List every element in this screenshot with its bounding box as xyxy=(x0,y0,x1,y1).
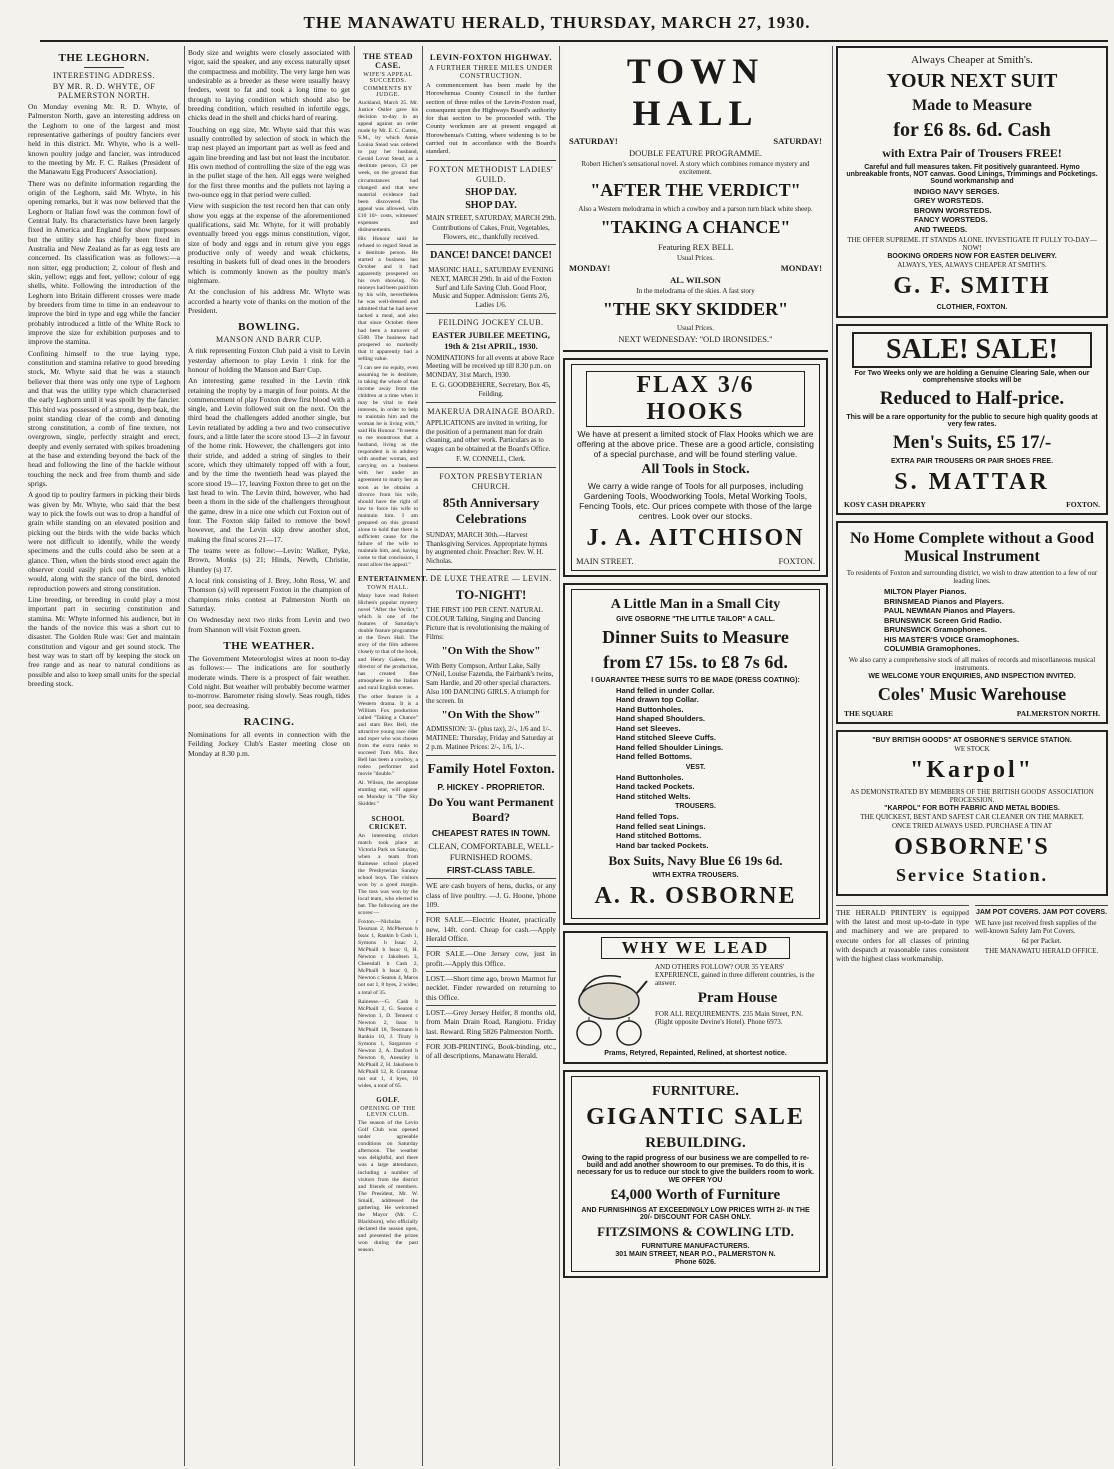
ad-text: FURNITURE MANUFACTURERS. xyxy=(641,1243,750,1251)
ad-day: MONDAY! xyxy=(569,263,611,273)
list-item: Hand drawn top Collar. xyxy=(616,695,699,705)
ad-text: Owing to the rapid progress of our business we are compelled to re-build and add another showroom to our premises. To do this, it is necessary for us to reduce our stock to give the builders room to work. xyxy=(577,1155,814,1177)
article-paragraph: On Monday evening Mr. R. D. Whyte, of Palmerston North, gave an interesting address on the Leghorn to one of the largest and most representative gatherings of poultry fanciers ever held in this district. Mr. Whyte, who is a well-known poultry judge and fancier, was introduced to the meeting by Mr. F. C. Raikes (President of the Manawatu Egg Producers' Association). xyxy=(28,102,180,177)
ad-text: BOOKING ORDERS NOW FOR EASTER DELIVERY. xyxy=(887,253,1057,261)
article-paragraph: Line breeding, or breeding in could play a most important part in securing constitution and stamina. Mr. Whyte informed his audience, but in the hands of the novice this was a short cut to disaster. The Golden Rule was: Get and maintain constitution and vigour and get sound stock. The best way was to start off by keeping the stock on free range and as near to natural conditions as possible and also to keep small units for the special breeding stock. xyxy=(28,595,180,689)
list-item: Hand felled seat Linings. xyxy=(616,821,706,831)
column-three xyxy=(358,46,429,1466)
article-paragraph: Foxton.—Nicholas r Tessman 2, McPherson b Issac 1, Rankin b Cash 1, Symons b Issac 2, McPhaill b Issac 0, H. Newton c Jakobsen 3, Cheesdall b Cash 2, McPhaill b Issac 0, D. Newton c Seaton 4, Maros not out 1, 8 byes, 2 wides; a total of 35. xyxy=(358,919,418,996)
ad-inner-border xyxy=(571,589,820,919)
list-item: Hand felled Bottoms. xyxy=(616,752,692,762)
article-paragraph: Many have read Robert Hichen's popular mystery novel "After the Verdict," which is one of the features of Saturday's double feature programme at the Town Hall. The story of the film adheres closely to that of the book, and Henry Galeen, the director of the production, has created fine atmosphere in the Italian and rural English scenes. xyxy=(358,593,418,691)
list-item: GREY WORSTEDS. xyxy=(914,196,984,206)
ad-film-title: "AFTER THE VERDICT" xyxy=(590,180,801,200)
list-item: BROWN WORSTEDS. xyxy=(914,205,992,215)
article-paragraph: "I can see no equity, even assuming he is destitute, in taking the whole of that income away from the children at a time when it may be vital to their interests, in order to help to maintain him and the woman he is living with," said His Honour. "It seems to me monstrous that a husband, living as the respondent is in adultery with another woman, and carrying on a business with her under an agreement to marry her as soon as he obtains a divorce from his wife, should have the right of law to force his wife to maintain him. I am prepared on this ground alone to hold that there is sufficient cause for the failure of the wife to maintain him, and, having come to that conclusion, I must allow the appeal." xyxy=(358,364,418,569)
ad-guild xyxy=(426,160,556,242)
ad-aitchison xyxy=(563,358,828,577)
ad-title: SHOP DAY. xyxy=(465,200,517,212)
ad-business: G. F. SMITH xyxy=(893,273,1051,300)
article-paragraph: Rainesse.—G. Cash b McPhaill 2, G. Seaton c Newton 1, D. Tennent c Newton 2, Issac b McPhaill 18, Tessmann b Rankin 10, J. Tiraty b Symons 1, Sargarson c Newton 2, A. Danford b Newton 0, Anessley b McPhaill 2, H. Jakobsen b McPhaill 12, R. Grammar not out 1, 4 byes, 10 wides, a total of 65. xyxy=(358,998,418,1090)
ad-pram-house xyxy=(563,931,828,1064)
ad-business: J. A. AITCHISON xyxy=(586,525,805,551)
ad-title: EASTER JUBILEE MEETING, 19th & 21st APRIL, 1930. xyxy=(432,330,550,351)
ad-title: "Karpol" xyxy=(910,756,1034,783)
section-heading: BOWLING. xyxy=(238,321,300,334)
ad-title: YOUR NEXT SUIT xyxy=(886,70,1058,92)
ad-headline: Made to Measure xyxy=(912,97,1032,114)
ad-heading: FOXTON PRESBYTERIAN CHURCH. xyxy=(439,471,543,491)
ad-address: MAIN STREET. xyxy=(576,556,634,566)
ad-address-row xyxy=(844,500,1100,509)
article-paragraph: The teams were as follow:—Levin: Walker, Pyke, Brown, Monks (s) 21; Hinds, Newth, Christie, Huntley (s) 17. xyxy=(188,546,350,574)
ad-text: THE FIRST 100 PER CENT. NATURAL COLOUR Talking, Singing and Dancing Picture that is revolutionising the making of Films: xyxy=(426,606,550,641)
ad-text: Prams, Retyred, Repainted, Relined, at shortest notice. xyxy=(604,1050,787,1058)
ad-price: from £7 15s. to £8 7s 6d. xyxy=(603,652,788,672)
ad-price: 6d per Packet. xyxy=(1021,937,1062,946)
ad-section: TROUSERS. xyxy=(675,803,716,811)
ad-dance xyxy=(426,244,556,310)
list-item: Hand felled Tops. xyxy=(616,812,679,822)
classified-ad: FOR JOB-PRINTING, Book-binding, etc., of all descriptions, Manawatu Herald. xyxy=(426,1039,556,1061)
list-item: Hand stitched Welts. xyxy=(616,791,691,801)
article-paragraph: At the conclusion of his address Mr. Whyte was accorded a hearty vote of thanks on the motion of the President. xyxy=(188,287,350,315)
ad-text: KOSY CASH DRAPERY xyxy=(844,500,926,510)
ad-film-title: "On With the Show" xyxy=(441,708,541,721)
article-paragraph: A rink representing Foxton Club paid a visit to Levin yesterday afternoon to play Levin 1 rink for the honour of holding the Manson and Barr Cup. xyxy=(188,346,350,374)
ad-text: We carry a wide range of Tools for all purposes, including Gardening Tools, Woodworking Tools, Metal Working Tools, Fencing Tools, etc. Our prices compete with those of the large centres. Look over our stocks. xyxy=(579,481,812,521)
ad-title: No Home Complete without a Good Musical Instrument xyxy=(850,530,1094,566)
feature-list xyxy=(914,187,1100,234)
list-item: Hand set Sleeves. xyxy=(616,723,681,733)
ad-title: DANCE! DANCE! DANCE! xyxy=(430,250,552,262)
classified-ad: LOST.—Short time ago, brown Marmot fur necklet. Finder rewarded on returning to this Office. xyxy=(426,971,556,1002)
ad-heading: DE LUXE THEATRE — LEVIN. xyxy=(430,573,552,583)
ad-business: A. R. OSBORNE xyxy=(594,883,797,910)
ad-text: DOUBLE FEATURE PROGRAMME. xyxy=(629,148,762,158)
ad-title: SHOP DAY. xyxy=(465,186,517,198)
ad-signature: F. W. CONNELL, Clerk. xyxy=(456,454,526,463)
feature-list xyxy=(616,773,815,801)
list-item: HIS MASTER'S VOICE Gramophones. xyxy=(884,634,1020,644)
classified-ad: WE are cash buyers of hens, ducks, or any class of live poultry. —J. G. Hoone, 'phone 109. xyxy=(426,878,556,909)
ad-mattar xyxy=(836,324,1108,515)
list-item: AND TWEEDS. xyxy=(914,224,968,234)
article-paragraph: A commencement has been made by the Horowhenua County Council in the further section of three miles of the Levin-Foxton road, consequent upon the Highways Board's authority for that section to be proceeded with. The County workmen are at present engaged at Horowhenua's Cutting, where widening is to be carried out in accordance with the Board's standard. xyxy=(426,82,556,156)
article-subtitle: INTERESTING ADDRESS. xyxy=(52,71,155,80)
list-item: BRUNSWICK Gramophones. xyxy=(884,625,987,635)
ad-headline: with Extra Pair of Trousers FREE! xyxy=(882,146,1062,160)
ad-address: 301 MAIN STREET, NEAR P.O., PALMERSTON N. xyxy=(615,1251,776,1259)
ad-text: AS DEMONSTRATED BY MEMBERS OF THE BRITISH GOODS' ASSOCIATION PROCESSION. xyxy=(850,787,1094,804)
article-paragraph: His Honour said he refused to regard Stead as a destitute person. He started a business last October and it had apparently prospered on his own showing. No moneys had been paid him by his wife, nevertheless he was well-dressed and admitted that he had never lacked a meal, and also that since October there had been a turnover of £500. The business had prospered so markedly that it apparently had a selling value. xyxy=(358,235,418,362)
ad-text: WE OFFER YOU xyxy=(668,1177,723,1185)
list-item: PAUL NEWMAN Pianos and Players. xyxy=(884,606,1015,616)
ad-title: TOWN HALL xyxy=(626,51,765,133)
ad-text: Robert Hichen's sensational novel. A story which combines romance mystery and excitement. xyxy=(581,160,810,176)
ad-heading: FOXTON METHODIST LADIES' GUILD. xyxy=(428,164,554,184)
article-paragraph: An interesting game resulted in the Levin rink retaining the trophy by a margin of four points. At the commencement of play Foxton drew first blood with a single, and Levin followed suit on the next. On the third head the challengers added another single, but Levin retaliated by adding a two and two consecutive fours, and a little later the score stood 13—2 in favour of the home rink. However, the challengers got into their stride, and added a string of singles to their score, which they ultimately topped off with a four, and by the time the twentieth head was played the score stood 19—17, leaving Foxton three to get on the last head to win. The Levin third, however, who had been a thorn in the side of the challengers throughout the game, drew in a nice one which cut Foxton out of four. The Foxton skip failed to remove the bowl however, and the Levin skip drew another shot, making the final scores 21—17. xyxy=(188,376,350,544)
ad-text: WE have just received fresh supplies of the well-known Safety Jam Pot Covers. xyxy=(975,918,1097,936)
ad-jam-covers xyxy=(975,905,1108,964)
article-paragraph: Nominations for all events in connection with the Feilding Jockey Club's Easter meeting close on Monday at 8.30 p.m. xyxy=(188,730,350,758)
ad-text: We also carry a comprehensive stock of all makes of records and miscellaneous musical instruments. xyxy=(848,655,1096,672)
ad-text: NEXT WEDNESDAY: "OLD IRONSIDES." xyxy=(618,334,773,344)
ad-text: Usual Prices. xyxy=(677,254,714,262)
list-item: Hand Buttonholes. xyxy=(616,772,684,782)
ad-heading: All Tools in Stock. xyxy=(641,462,750,477)
ad-text: THE QUICKEST, BEST AND SAFEST CAR CLEANER ON THE MARKET. xyxy=(860,812,1084,821)
divider xyxy=(84,67,124,68)
ad-day: SATURDAY! xyxy=(569,136,618,146)
ad-inner-border xyxy=(571,1076,820,1272)
ad-hotel xyxy=(426,755,556,875)
ad-text: APPLICATIONS are invited in writing, for the position of a permanent man for drain cleaning, and other work. Particulars as to wages can be obtained at the Board's Office. xyxy=(426,418,551,454)
ad-text: Usual Prices. xyxy=(677,324,714,332)
ad-title: WHY WE LEAD xyxy=(601,937,790,959)
column-six-ads xyxy=(836,46,1108,1466)
column-two xyxy=(188,46,350,1466)
section-heading: RACING. xyxy=(243,716,295,728)
ad-text: WITH EXTRA TROUSERS. xyxy=(652,872,739,880)
column-rule xyxy=(422,46,423,1466)
list-item: BRINSMEAD Pianos and Players. xyxy=(884,596,1004,606)
column-five-ads xyxy=(563,46,828,1466)
ad-address-row xyxy=(576,556,815,566)
masthead-rule xyxy=(40,40,1108,42)
list-item: INDIGO NAVY SERGES. xyxy=(914,187,1000,196)
ad-text: FIRST-CLASS TABLE. xyxy=(446,864,536,875)
ad-title: Family Hotel Foxton. xyxy=(427,761,555,777)
list-item: Hand felled in under Collar. xyxy=(616,686,715,695)
article-paragraph: The other feature is a Western drama. It is a William Fox production called "Taking a Chance" and stars Rex Bell, the attractive young race rider and roper who was chosen from the extra ranks to succeed Tom Mix. Rex Bell has been a cowboy, a rodeo performer and movie "double." xyxy=(358,693,418,778)
feature-list xyxy=(616,812,815,850)
ad-business: OSBORNE'S xyxy=(894,833,1050,860)
ad-town: FOXTON. xyxy=(1066,500,1100,510)
ad-title: 85th Anniversary Celebrations xyxy=(442,494,540,527)
ad-day: SATURDAY! xyxy=(773,136,822,146)
list-item: Hand shaped Shoulders. xyxy=(616,714,706,724)
feature-list xyxy=(884,587,1100,653)
ad-jockey xyxy=(426,313,556,399)
column-four xyxy=(426,46,556,1466)
ad-title: TO-NIGHT! xyxy=(455,587,527,603)
ad-text: MASONIC HALL, SATURDAY EVENING NEXT, MARCH 29th. In aid of the Foxton Surf and Life Saving Club. Good Floor, Music and Supper. Admission: Gents 2/6, Ladies 1/6. xyxy=(428,266,554,310)
ad-film-title: "On With the Show" xyxy=(441,644,541,657)
ad-fitzsimons xyxy=(563,1070,828,1278)
ad-drainage xyxy=(426,402,556,464)
ad-gf-smith xyxy=(836,46,1108,318)
ad-business: Pram House xyxy=(697,990,778,1007)
ad-headline: Dinner Suits to Measure xyxy=(602,627,789,647)
section-subheading: OPENING OF THE LEVIN CLUB. xyxy=(360,1106,416,1119)
column-rule xyxy=(832,46,833,1466)
ad-heading: MAKERUA DRAINAGE BOARD. xyxy=(427,406,555,416)
feature-list xyxy=(616,686,815,762)
list-item: Hand stitched Sleeve Cuffs. xyxy=(616,733,717,743)
ad-text: This will be a rare opportunity for the public to secure high quality goods at very few rates. xyxy=(846,414,1098,429)
ad-film-title: "TAKING A CHANCE" xyxy=(600,217,791,237)
article-paragraph: Touching on egg size, Mr. Whyte said that this was usually controlled by selection of stock in which the trap nest played an important part as well as feed and again line breeding and last but not least the incubator. His own method of controlling the size of the egg was in the pullet stage of the hen. All eggs were weighed for the first three months and the pullets not laying a two-ounce egg in that period were culled. xyxy=(188,124,350,199)
ad-text: Contributions of Cakes, Fruit, Vegetables, Flowers, etc., thankfully received. xyxy=(432,223,550,241)
section-subheading: WIFE'S APPEAL SUCCEEDS. xyxy=(363,72,413,84)
ad-text: CLEAN, COMFORTABLE, WELL-FURNISHED ROOMS. xyxy=(428,841,554,862)
section-subheading: TOWN HALL. xyxy=(367,585,409,592)
ad-coles-music xyxy=(836,521,1108,723)
ad-text: Featuring REX BELL xyxy=(657,242,734,252)
article-paragraph: Body size and weights were closely associated with vigor, said the speaker, and any excess naturally upset the compactness and mobility. The very large hen was undesirable as a breeder as these were usually heavy feeders, went to fat and took a long time to get through to laying condition which should also be breeding condition, which resulted in infertile eggs, chicks dead in the shell and chicks hard of rearing. xyxy=(188,48,350,123)
article-paragraph: There was no definite information regarding the origin of the Leghorn, said Mr. Whyte, in his opening remarks, but it was now believed that the Leghorn or Italian fowl was the common fowl of Central Italy. Its characteristics have been largely fixed in America and England for show purposes but the utility side has chiefly been fixed in Australia and New Zealand as far as egg tests are concerned. Its classification was as follows:—a non sitter, egg production; 2, colour of flesh and skin, yellow; eggs and feet, yellow; colour of egg shells, white. Following the introduction of the Leghorn into Britain different crosses were made by breeders from time to time in an endeavour to improve the bird in type and egg while the fancier probably introduced a little of the White Rock to improve the size for exhibition purposes and to improve the stamina. xyxy=(28,178,180,347)
ad-price: Men's Suits, £5 17/- xyxy=(892,432,1052,454)
section-heading: ENTERTAINMENT. xyxy=(358,575,429,584)
ad-text: AND OTHERS FOLLOW? OUR 35 YEARS' EXPERIENCE, gained in three different countries, is the answer. xyxy=(655,963,815,988)
ad-business: FITZSIMONS & COWLING LTD. xyxy=(597,1224,794,1240)
ad-town: PALMERSTON NORTH. xyxy=(1016,708,1100,718)
article-paragraph: An interesting cricket match took place at Victoria Park on Saturday, when a team from Rainesse school played the Presbyterian Sunday school boys. The visitors won by a good margin. The toss was won by the local team, who elected to bat. The following are the scores:— xyxy=(358,832,418,917)
ad-text: THE OFFER SUPREME. IT STANDS ALONE. INVESTIGATE IT FULLY TO-DAY—NOW! xyxy=(847,236,1097,253)
article-paragraph: On Wednesday next two rinks from Levin and two from Shannon will visit Foxton green. xyxy=(188,615,350,634)
ad-text: "KARPOL" FOR BOTH FABRIC AND METAL BODIES. xyxy=(884,804,1060,812)
ad-text: Careful and full measures taken. Fit positively guaranteed. Hymo unbreakable fronts, NOT canvas. Good Linings, Trimmings and Pocketings. Sound workmanship and xyxy=(846,164,1098,185)
ad-inner-border xyxy=(571,364,820,571)
classified-ad: FOR SALE.—One Jersey cow, just in profit.—Apply this Office. xyxy=(426,946,556,968)
section-subheading: MANSON AND BARR CUP. xyxy=(215,335,323,345)
ad-theatre xyxy=(426,569,556,752)
column-rule xyxy=(354,46,355,1466)
article-paragraph: Auckland, March 25. Mr. Justice Ostler gave his decision to-day in an appeal against an order made by Mr. E. C. Cutten, S.M., by which Annie Louisa Stead was ordered to pay her husband, Gerald Lovat Stead, as a destitute person, £3 per week, on the ground that circumstances had changed and that new material evidence had been discovered. The appeal was allowed, with £10 10/- costs, witnesses' expenses and disbursements. xyxy=(358,100,418,233)
ad-text: ALWAYS, YES, ALWAYS CHEAPER AT SMITH'S. xyxy=(897,261,1047,270)
column-rule xyxy=(559,46,560,1466)
ad-text: EXTRA PAIR TROUSERS OR PAIR SHOES FREE. xyxy=(890,458,1054,466)
ad-osborne-service xyxy=(836,730,1108,896)
ad-signature: E. G. GOODBEHERE, Secretary, Box 45, Feilding. xyxy=(431,381,551,398)
list-item: COLUMBIA Gramophones. xyxy=(884,644,981,654)
ad-text: NOMINATIONS for all events at above Race Meeting will be received up till 8.30 p.m. on MONDAY, 31st March, 1930. xyxy=(426,353,554,380)
ad-business: S. MATTAR xyxy=(894,469,1050,496)
ad-printery: THE HERALD PRINTERY is equipped with the latest and most up-to-date in type and machinery and we are prepared to execute orders for all classes of printing with despatch at reasonable rates consistent with the highest class workmanship. xyxy=(836,905,969,964)
ad-business-sub: Service Station. xyxy=(896,864,1048,885)
ad-text: We have at present a limited stock of Flax Hooks which we are offering at the above price. These are a good article, consisting of a special purchase, and will be found sterling value. xyxy=(577,429,814,459)
section-heading: LEVIN-FOXTON HIGHWAY. xyxy=(429,52,553,62)
ad-day-row xyxy=(569,263,822,273)
section-subheading: A FURTHER THREE MILES UNDER CONSTRUCTION. xyxy=(428,64,554,80)
ad-text: With Betty Compson, Arthur Lake, Sally O'Neil, Louise Fazenda, the Fairbank's twins, Sam Hardie, and 20 other special characters. Also 100 DANCING GIRLS. A triumph for the screen. In xyxy=(426,661,554,705)
section-heading: SCHOOL CRICKET. xyxy=(369,814,407,831)
ad-heading: JAM POT COVERS. JAM POT COVERS. xyxy=(975,908,1108,916)
list-item: MILTON Player Pianos. xyxy=(884,587,967,597)
ad-heading: REBUILDING. xyxy=(645,1135,746,1152)
ad-text: WE WELCOME YOUR ENQUIRIES, AND INSPECTION INVITED. xyxy=(868,672,1076,680)
ad-business: Coles' Music Warehouse xyxy=(877,683,1067,704)
column-leghorn xyxy=(28,46,180,1466)
list-item: FANCY WORSTEDS. xyxy=(914,215,988,225)
section-heading: GOLF. xyxy=(376,1096,400,1105)
section-heading: THE STEAD CASE. xyxy=(362,52,414,70)
bottom-ads xyxy=(836,902,1108,964)
ad-town-hall xyxy=(563,46,828,352)
ad-text: AL. WILSON xyxy=(670,275,721,285)
ad-text: SUNDAY, MARCH 30th.—Harvest Thanksgiving Services. Appropriate hymns by augmented choir. Preacher: Rev. W. H. Nicholas. xyxy=(426,530,548,566)
ad-text: CHEAPEST RATES IN TOWN. xyxy=(431,828,551,839)
list-item: Hand stitched Bottoms. xyxy=(616,831,702,841)
list-item: Hand Buttonholes. xyxy=(616,704,684,714)
ad-text: P. HICKEY - PROPRIETOR. xyxy=(437,781,545,792)
article-title: THE LEGHORN. xyxy=(58,52,150,64)
ad-town: FOXTON. xyxy=(778,556,815,566)
list-item: Hand felled Shoulder Linings. xyxy=(616,742,724,752)
ad-text: WE STOCK xyxy=(954,744,990,753)
ad-text: FOR ALL REQUIREMENTS. 235 Main Street, P.N. (Right opposite Devine's Hotel). Phone 6973. xyxy=(655,1010,803,1027)
ad-film-title: "THE SKY SKIDDER" xyxy=(602,299,789,319)
list-item: Hand bar tacked Pockets. xyxy=(616,840,709,850)
ad-price: for £6 8s. 6d. Cash xyxy=(893,119,1051,141)
ad-text: Also a Western melodrama in which a cowboy and a parson turn black white sheep. xyxy=(578,205,813,213)
ad-tagline: Always Cheaper at Smith's. xyxy=(911,54,1033,66)
ad-title: FLAX 3/6 HOOKS xyxy=(586,371,805,427)
article-paragraph: A local rink consisting of J. Brey, John Ross, W. and Thomson (s) will represent Foxton in the champion of champions rinks contest at Palmerston North on Saturday. xyxy=(188,576,350,614)
ad-text: For Two Weeks only we are holding a Genuine Clearing Sale, when our comprehensive stocks will be xyxy=(854,370,1090,385)
column-rule xyxy=(184,46,185,1466)
ad-day-row xyxy=(569,136,822,146)
ad-title: A Little Man in a Small City xyxy=(610,597,781,612)
ad-text: CLOTHIER, FOXTON. xyxy=(936,304,1008,312)
ad-price: Box Suits, Navy Blue £6 19s 6d. xyxy=(608,853,783,869)
ad-text: In the melodrama of the skies. A fast story xyxy=(636,287,755,295)
ad-address-row xyxy=(844,709,1100,718)
article-paragraph: The season of the Levin Golf Club was opened under agreeable conditions on Saturday afternoon. The weather was delightful, and there was a large attendance, including a number of visitors from the district and friends of members. The President, Mr. W. Smaill, addressed the gathering. He welcomed the Mayor (Mr. C. Blackburn), who officially declared the season open, and presented the prizes won during the past season. xyxy=(358,1120,418,1254)
classified-ad: FOR SALE.—Electric Heater, practically new, 14ft. cord. Cheap for cash.—Apply Herald Office. xyxy=(426,912,556,943)
ad-headline: Reduced to Half-price. xyxy=(879,388,1065,410)
article-byline: BY MR. R. D. WHYTE, OF PALMERSTON NORTH. xyxy=(52,82,156,100)
section-heading: THE WEATHER. xyxy=(223,640,315,653)
ad-day: MONDAY! xyxy=(780,263,822,273)
pram-illustration xyxy=(571,963,649,1049)
article-paragraph: View with suspicion the test record hen that can only show you eggs at the expense of the aforementioned qualifications, said Mr. Whyte, for it will probably eventually breed you eggs minus constitution, vigor, size of body and eggs and in return give you eggs productive only of weedy and weak chickens, resulting in baskets full of dead ones in the brooders which is commonly known as the poultry man's nightmare. xyxy=(188,201,350,285)
ad-section: VEST. xyxy=(685,763,706,771)
ad-text: To residents of Foxton and surrounding district, we wish to draw attention to a few of our leading lines. xyxy=(846,569,1098,586)
ad-text: GIVE OSBORNE "THE LITTLE TAILOR" A CALL. xyxy=(616,616,775,623)
list-item: BRUNSWICK Screen Grid Radio. xyxy=(884,615,1002,625)
article-paragraph: Confining himself to the true laying type, constitution and stamina relative to good breeding stock, Mr. Whyte said that he was a staunch believer that there was only one type of Leghorn and that was the utility type which characterised the early Leghorn until it was spoilt by the fancier. This bird was possessed of a strong, deep beak, the point standing clear of the comb and denoting strong constitution, a comb of fine texture, not overgrown, single, perfectly straight and erect, deeply and evenly serrated with spikes broadening at the base and extending beyond the back of the head and following the line of the hackle without touching the neck and free from thumb and side sprigs. xyxy=(28,348,180,489)
ad-title: SALE! SALE! xyxy=(852,332,1092,368)
section-subheading: COMMENTS BY JUDGE. xyxy=(363,86,413,98)
masthead: THE MANAWATU HERALD, THURSDAY, MARCH 27, 1930. xyxy=(303,13,811,32)
classified-ad: LOST.—Grey Jersey Heifer, 8 months old, from Main Drain Road, Rangiotu. Friday last. Reward. Ring 5826 Palmerston North. xyxy=(426,1005,556,1036)
ad-text: ADMISSION: 3/- (plus tax), 2/-, 1/6 and 1/-. MATINEE: Thursday, Friday and Saturday at 2 p.m. Matinee Prices: 2/-, 1/6, 1/-. xyxy=(426,725,554,752)
ad-text: "BUY BRITISH GOODS" AT OSBORNE'S SERVICE STATION. xyxy=(872,736,1072,744)
ad-phone: Phone 6026. xyxy=(675,1259,716,1267)
ad-text: AND FURNISHINGS AT EXCEEDINGLY LOW PRICES WITH 2/- IN THE 20/- DISCOUNT FOR CASH ONLY. xyxy=(581,1207,810,1222)
ad-text: MAIN STREET, SATURDAY, MARCH 29th. xyxy=(426,214,556,223)
article-paragraph: The Government Meteorologist wires at noon to-day as follows:— The indications are for southerly moderate winds. There is a prospect of fair weather. Cold night. But weather will probably become warmer to-morrow. Barometer rising slowly. Seas rough, tides poor, sea decreasing. xyxy=(188,654,350,710)
ad-address: THE SQUARE xyxy=(844,708,893,718)
ad-question: Do You want Permanent Board? xyxy=(428,795,554,825)
ad-text: I GUARANTEE THESE SUITS TO BE MADE (DRESS COATING): xyxy=(591,677,800,684)
list-item: Hand tacked Pockets. xyxy=(616,782,695,792)
ad-headline: £4,000 Worth of Furniture xyxy=(610,1187,781,1204)
ad-church xyxy=(426,467,556,566)
ad-osborne-tailor xyxy=(563,583,828,925)
ad-signature: THE MANAWATU HERALD OFFICE. xyxy=(984,947,1099,956)
ad-heading: FURNITURE. xyxy=(652,1084,739,1100)
article-paragraph: Al. Wilson, the aeroplane stunting star, will appear on Monday in "The Sky Skidder." xyxy=(358,780,418,808)
ad-title: GIGANTIC SALE xyxy=(586,1104,805,1131)
ad-heading: FEILDING JOCKEY CLUB. xyxy=(438,318,544,328)
article-paragraph: A good tip to poultry farmers in picking their birds was given by Mr. Whyte, who said that the best way to pick the fowls out was to drop a handful of grain while standing on an elevated position and picking out the birds with the wide backs which were not difficult to identify, while the weedy specimens and the culls could also be seen at a glance. Then, when the birds stood erect again the observer could easily pick out the ones which would, along with the stance of the bird, denoted reproduction powers and strong constitution. xyxy=(28,490,180,593)
ad-text: ONCE TRIED ALWAYS USED. PURCHASE A TIN AT xyxy=(892,821,1052,830)
